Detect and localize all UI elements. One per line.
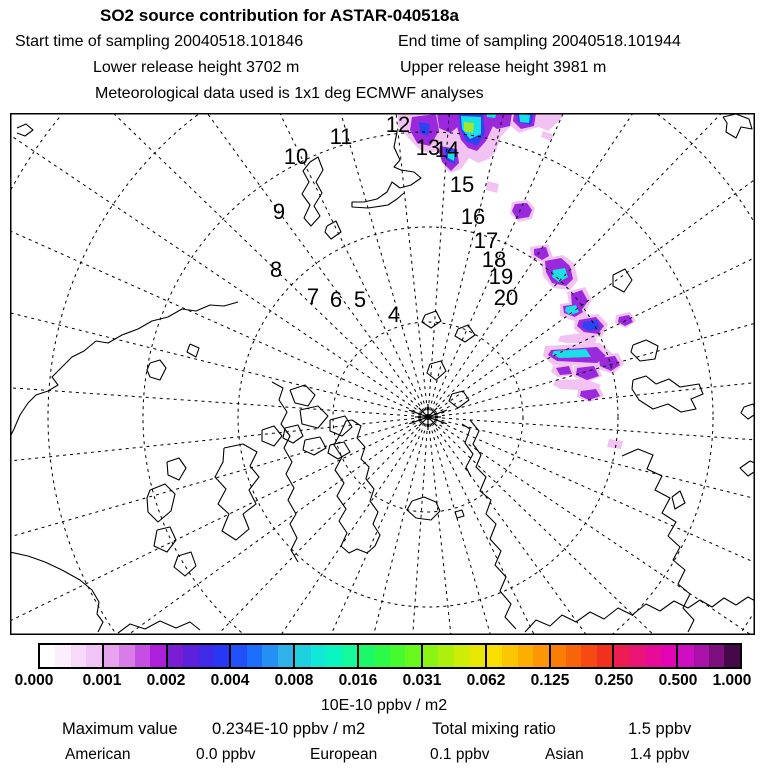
plume-patch: [607, 439, 623, 449]
meridian-line: [10, 417, 428, 635]
coastline: [741, 404, 755, 419]
colorbar-step: [423, 645, 438, 667]
source-american-label: American: [65, 746, 131, 763]
colorbar-step: [295, 645, 310, 667]
colorbar-tick-label: 0.004: [210, 672, 250, 689]
coastline: [328, 442, 350, 459]
colorbar-step: [55, 645, 70, 667]
coastline: [167, 458, 186, 480]
coastline: [147, 360, 166, 380]
colorbar-step: [262, 645, 277, 667]
trajectory-time-label: 14: [434, 137, 460, 162]
map-frame: [11, 114, 755, 635]
plume-patch: [519, 114, 530, 123]
colorbar-step: [438, 645, 453, 667]
mixing-ratio-label: Total mixing ratio: [432, 720, 556, 738]
trajectory-time-label: 13: [415, 135, 441, 160]
map-plot: [10, 113, 755, 635]
colorbar-step: [454, 645, 469, 667]
meridian-line: [372, 417, 428, 635]
coastline: [672, 491, 685, 509]
trajectory-time-label: 4: [387, 302, 401, 327]
colorbar-step: [678, 645, 693, 667]
coastline: [470, 420, 516, 629]
colorbar-step: [502, 645, 517, 667]
colorbar-step: [40, 645, 55, 667]
coastline: [631, 340, 658, 361]
colorbar-segment: [614, 645, 678, 667]
colorbar-step: [183, 645, 198, 667]
meridian-line: [10, 417, 428, 635]
coastline: [154, 527, 176, 552]
colorbar-step: [119, 645, 134, 667]
trajectory-time-label: 17: [473, 228, 499, 253]
colorbar-step: [71, 645, 86, 667]
colorbar-segment: [104, 645, 168, 667]
colorbar-tick-label: 1.000: [712, 672, 752, 689]
colorbar-step: [150, 645, 165, 667]
meridian-line: [10, 417, 428, 635]
upper-release-label: Upper release height 3981 m: [400, 59, 607, 76]
colorbar-tick-label: 0.016: [338, 672, 378, 689]
meridian-line: [10, 417, 428, 635]
coastline: [262, 426, 282, 446]
colorbar-tick-label: 0.125: [530, 672, 570, 689]
colorbar: [38, 643, 742, 669]
colorbar-tick-label: 0.008: [274, 672, 314, 689]
colorbar-step: [104, 645, 119, 667]
maximum-value-label: Maximum value: [62, 720, 178, 738]
trajectory-time-label: 7: [306, 284, 320, 309]
colorbar-step: [247, 645, 262, 667]
colorbar-segment: [423, 645, 487, 667]
plume-patch: [486, 181, 499, 193]
colorbar-tick-label: 0.031: [402, 672, 442, 689]
trajectory-time-label: 20: [493, 285, 519, 310]
trajectory-time-label: 19: [488, 264, 514, 289]
trajectory-time-label: 8: [269, 257, 283, 282]
colorbar-step: [551, 645, 566, 667]
colorbar-segment: [359, 645, 423, 667]
coastline: [622, 449, 694, 632]
trajectory-time-label: 12: [385, 113, 411, 137]
meridian-line: [10, 361, 428, 417]
coastline: [118, 621, 200, 633]
coastline: [740, 461, 755, 476]
start-time-label: Start time of sampling 20040518.101846: [15, 33, 304, 50]
coastline: [187, 344, 199, 357]
coastline: [174, 552, 196, 576]
coastline: [427, 361, 446, 380]
lower-release-label: Lower release height 3702 m: [93, 59, 300, 76]
colorbar-segment: [40, 645, 104, 667]
colorbar-step: [724, 645, 739, 667]
colorbar-segment: [678, 645, 740, 667]
meridian-line: [10, 417, 428, 635]
colorbar-step: [231, 645, 246, 667]
trajectory-time-label: 11: [329, 124, 353, 149]
source-american-value: 0.0 ppbv: [196, 746, 256, 763]
colorbar-step: [86, 645, 101, 667]
trajectory-time-label: 9: [272, 199, 286, 224]
coastline: [325, 221, 341, 239]
coastline: [215, 444, 259, 540]
coastline: [455, 510, 464, 518]
colorbar-step: [518, 645, 533, 667]
coastline: [632, 376, 703, 412]
colorbar-step: [581, 645, 596, 667]
colorbar-segment: [168, 645, 232, 667]
colorbar-step: [469, 645, 484, 667]
map-svg: [10, 113, 755, 635]
trajectory-time-label: 6: [329, 287, 343, 312]
coastline: [352, 130, 421, 208]
colorbar-tick-label: 0.001: [82, 672, 122, 689]
colorbar-tick-label: 0.250: [594, 672, 634, 689]
colorbar-step: [405, 645, 420, 667]
met-data-label: Meteorological data used is 1x1 deg ECMWF analyses: [95, 85, 484, 102]
meridian-line: [10, 113, 428, 417]
coastline: [283, 425, 303, 443]
coastline: [17, 124, 33, 136]
colorbar-tick-label: 0.002: [146, 672, 186, 689]
colorbar-segment: [487, 645, 551, 667]
colorbar-step: [566, 645, 581, 667]
colorbar-step: [487, 645, 502, 667]
coastline: [462, 424, 473, 477]
trajectory-time-label: 10: [283, 144, 309, 169]
source-european-label: European: [310, 746, 378, 763]
coastline: [723, 114, 752, 138]
coastline: [407, 497, 440, 520]
colorbar-step: [645, 645, 660, 667]
mixing-ratio-value: 1.5 ppbv: [628, 720, 692, 738]
meridian-line: [428, 417, 649, 635]
colorbar-tick-label: 0.000: [14, 672, 54, 689]
colorbar-segment: [231, 645, 295, 667]
colorbar-tick-label: 0.062: [466, 672, 506, 689]
meridian-line: [10, 113, 428, 417]
meridian-line: [234, 417, 428, 635]
trajectory-time-label: 18: [481, 247, 507, 272]
colorbar-step: [694, 645, 709, 667]
colorbar-tick-label: 0.500: [658, 672, 698, 689]
meridian-line: [10, 113, 428, 417]
maximum-value: 0.234E-10 ppbv / m2: [212, 720, 366, 738]
trajectory-time-label: 15: [449, 172, 475, 197]
colorbar-step: [709, 645, 724, 667]
colorbar-step: [375, 645, 390, 667]
trajectory-time-label: 16: [460, 204, 486, 229]
latitude-circle: [48, 113, 755, 635]
coastline: [272, 382, 298, 562]
colorbar-segment: [551, 645, 615, 667]
plot-title: SO2 source contribution for ASTAR-040518a: [100, 6, 459, 25]
colorbar-step: [311, 645, 326, 667]
meridian-line: [10, 113, 428, 417]
end-time-label: End time of sampling 20040518.101944: [398, 33, 681, 50]
colorbar-step: [168, 645, 183, 667]
colorbar-step: [326, 645, 341, 667]
coastline: [10, 302, 238, 437]
source-asian-value: 1.4 ppbv: [630, 746, 690, 763]
colorbar-step: [135, 645, 150, 667]
colorbar-segment: [295, 645, 359, 667]
colorbar-step: [359, 645, 374, 667]
coastline: [10, 552, 103, 632]
colorbar-step: [614, 645, 629, 667]
source-asian-label: Asian: [545, 746, 584, 763]
colorbar-step: [342, 645, 357, 667]
trajectory-time-label: 5: [353, 287, 367, 312]
meridian-line: [77, 113, 428, 417]
colorbar-step: [214, 645, 229, 667]
colorbar-step: [597, 645, 612, 667]
latitude-circle: [10, 113, 755, 635]
colorbar-step: [199, 645, 214, 667]
meridian-line: [428, 417, 755, 611]
colorbar-step: [390, 645, 405, 667]
source-european-value: 0.1 ppbv: [430, 746, 490, 763]
colorbar-step: [661, 645, 676, 667]
colorbar-unit-label: 10E-10 ppbv / m2: [320, 697, 448, 714]
colorbar-step: [533, 645, 548, 667]
colorbar-step: [630, 645, 645, 667]
coastline: [334, 420, 380, 553]
coastline: [422, 311, 441, 328]
meridian-line: [103, 417, 428, 635]
meridian-line: [10, 223, 428, 417]
colorbar-step: [278, 645, 293, 667]
latitude-circle: [143, 132, 713, 635]
